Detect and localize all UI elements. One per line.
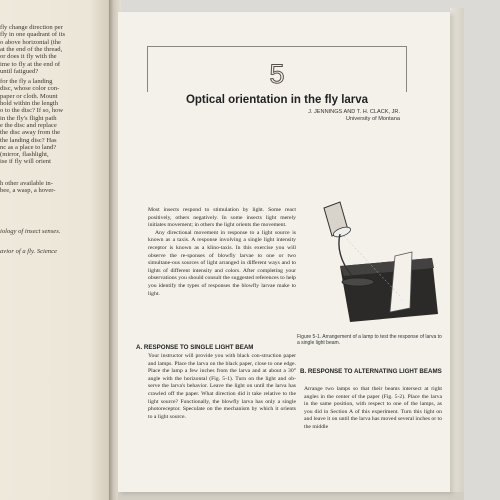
chapter-number: 5 xyxy=(269,59,285,89)
left-page-line: bee, a wasp, a hover- xyxy=(0,187,56,194)
figure-lamp-arrangement xyxy=(300,196,442,326)
page-bottom-edge xyxy=(118,492,464,500)
section-b-text xyxy=(304,386,442,432)
intro-text xyxy=(148,207,296,298)
left-page-line: ime to fly at the end of xyxy=(0,60,61,68)
left-page-line: nc as a place to land? xyxy=(0,143,57,151)
left-page xyxy=(0,0,112,500)
section-b-paragraph: Arrange two lamps so that their beams intersect at right angles in the center of the paper (Fig. 5-2). Place the larva in the same position, with respect to one of the lamps, as you did in Section A of this experiment. Turn this light on and leave it on until the larva has moved several inches or to the middle xyxy=(304,386,442,430)
left-page-line: iology of insect senses. xyxy=(0,228,61,236)
left-page-line: e the disc and replace xyxy=(0,121,57,129)
left-page-line: the disc away from the xyxy=(0,129,61,137)
section-a-heading: A. RESPONSE TO SINGLE LIGHT BEAM xyxy=(136,344,254,351)
left-page-line: until fatigued? xyxy=(0,67,39,75)
left-page-line: o above horizontal (the xyxy=(0,38,61,46)
left-page-line: ise if fly will orient xyxy=(0,158,51,166)
section-a-text xyxy=(148,353,296,421)
chapter-header-box xyxy=(147,46,407,92)
left-page-line: (mirror, flashlight, xyxy=(0,151,49,159)
section-a-paragraph: Your instructor will provide you with black con-struction paper and lamps. Place the larva on the black paper, close to one edge. Place the lamp a few inches from the larva and at about a 30° angle with the horizontal (Fig. 5-1). Turn on the light and ob-serve the larva's behavior. Leave the light on until the larva has crawled off the paper. What direction did it take relative to the light source? Functionally, the blowfly larva has only a single photoreceptor. Speculate on the mechanism by which it orients to a light source. xyxy=(148,353,296,420)
chapter-affiliation: University of Montana xyxy=(345,116,400,122)
lamp-illustration xyxy=(300,196,442,326)
left-page-line: paper or cloth. Mount xyxy=(0,92,58,100)
left-page-line: the landing disc? Has xyxy=(0,136,57,144)
left-page-line: o to the disc? If so, how xyxy=(0,107,64,115)
chapter-authors: J. JENNINGS AND T. H. CLACK, JR. xyxy=(308,109,400,115)
left-page-line: for the fly a landing xyxy=(0,78,53,86)
section-b-heading: B. RESPONSE TO ALTERNATING LIGHT BEAMS xyxy=(300,368,442,375)
left-page-line: at the end of the thread, xyxy=(0,45,63,53)
left-page-line: in the fly's flight path xyxy=(0,114,57,122)
intro-paragraph-1: Most insects respond to stimulation by light. Some react positively, others negatively. In some insects light merely initiates movement; in others the light orients the movement. xyxy=(148,207,296,229)
figure-caption: Figure 5-1. Arrangement of a lamp to test the response of larva to a single light beam. xyxy=(297,334,442,346)
intro-paragraph-2: Any directional movement in response to a light source is known as a taxis. A response involving a single light intensity receptor is known as a klino-taxis. In this exercise you will observe the re-sponses of blowfly larvae to one or two simultane-ous sources of light arranged in different ways and to lights of different intensity and colors. After completing your observations you should consult the suggested references to help you identify the types of responses the blowfly larvae make to light. xyxy=(148,229,296,297)
left-page-line: or does it fly with the xyxy=(0,53,57,61)
left-page-line: avior of a fly. Science xyxy=(0,247,57,255)
page-edges xyxy=(450,8,464,493)
left-page-line: h other available in- xyxy=(0,179,53,187)
left-page-line: disc, whose color con- xyxy=(0,85,60,93)
left-page-line: hold within the length xyxy=(0,100,59,107)
left-page-line: fly change direction per xyxy=(0,24,63,31)
left-page-line: fly in one quadrant of its xyxy=(0,31,66,39)
chapter-title: Optical orientation in the fly larva xyxy=(185,94,369,106)
